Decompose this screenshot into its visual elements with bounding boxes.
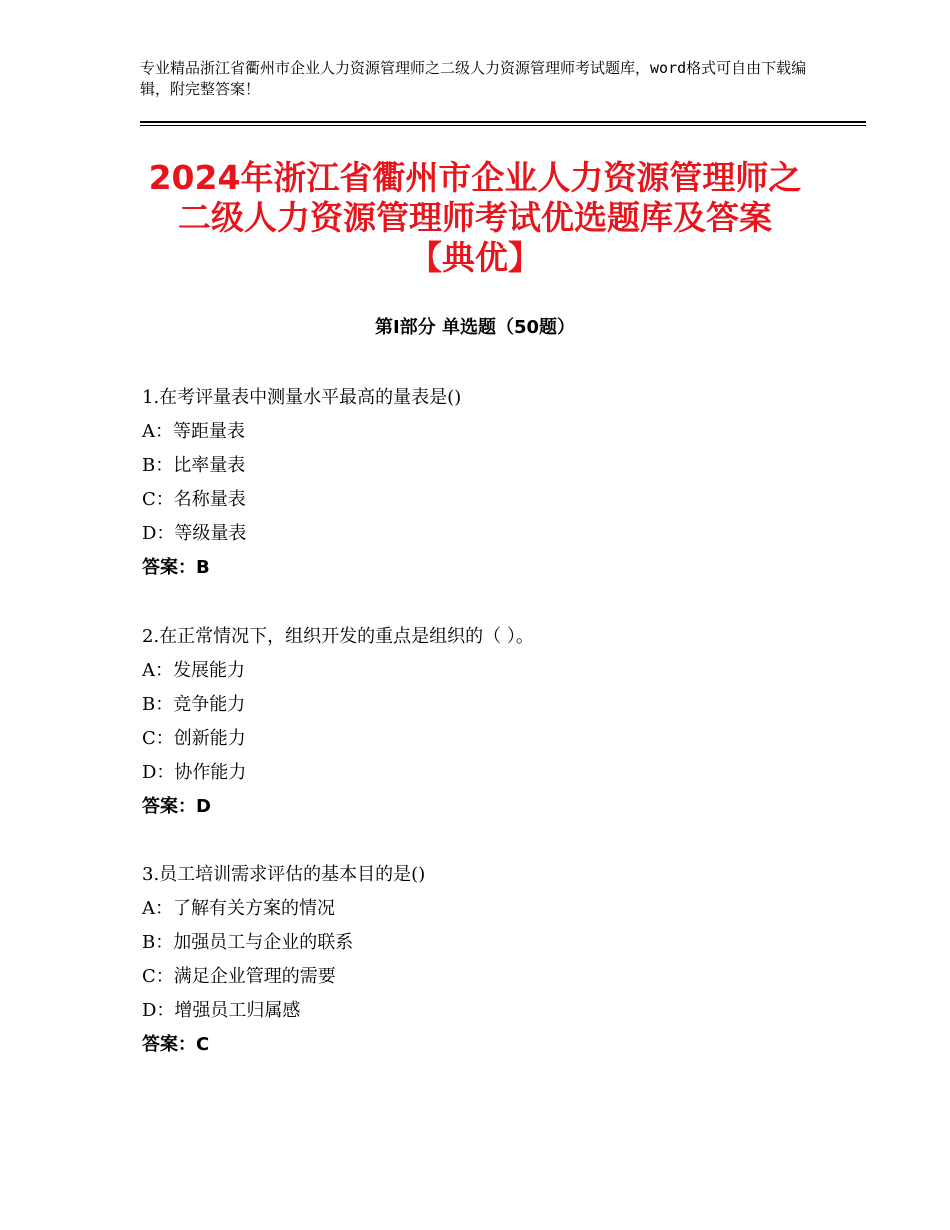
- option-c: C：创新能力: [142, 728, 246, 749]
- section-title: 第Ⅰ部分 单选题（50题）: [374, 317, 575, 338]
- option-b: B：加强员工与企业的联系: [142, 932, 354, 953]
- option-d: D：协作能力: [142, 762, 247, 783]
- option-c: C：满足企业管理的需要: [142, 966, 336, 987]
- answer: 答案：B: [142, 557, 210, 578]
- option-d: D：增强员工归属感: [142, 1000, 301, 1021]
- option-c: C：名称量表: [142, 489, 246, 510]
- header-rule-thin: [140, 125, 866, 126]
- answer: 答案：C: [142, 1034, 210, 1055]
- question-stem: 1.在考评量表中测量水平最高的量表是(): [142, 387, 462, 408]
- option-a: A：了解有关方案的情况: [142, 898, 335, 919]
- option-d: D：等级量表: [142, 523, 247, 544]
- option-b: B：竞争能力: [142, 694, 246, 715]
- title-line: 2024年浙江省衢州市企业人力资源管理师之: [148, 158, 802, 197]
- question-1: [142, 381, 842, 585]
- document-title: [110, 158, 840, 278]
- question-2: [142, 620, 842, 824]
- header-note: 专业精品浙江省衢州市企业人力资源管理师之二级人力资源管理师考试题库，word格式可自由下载编辑，附完整答案！: [140, 59, 807, 98]
- question-stem: 2.在正常情况下，组织开发的重点是组织的（ ）。: [142, 626, 534, 647]
- title-line: 【典优】: [409, 238, 541, 277]
- option-b: B：比率量表: [142, 455, 246, 476]
- header-rule-thick: [140, 121, 866, 123]
- option-a: A：等距量表: [142, 421, 245, 442]
- title-line: 二级人力资源管理师考试优选题库及答案: [178, 198, 772, 237]
- answer: 答案：D: [142, 796, 211, 817]
- option-a: A：发展能力: [142, 660, 245, 681]
- question-stem: 3.员工培训需求评估的基本目的是(): [142, 864, 426, 885]
- question-3: [142, 858, 842, 1062]
